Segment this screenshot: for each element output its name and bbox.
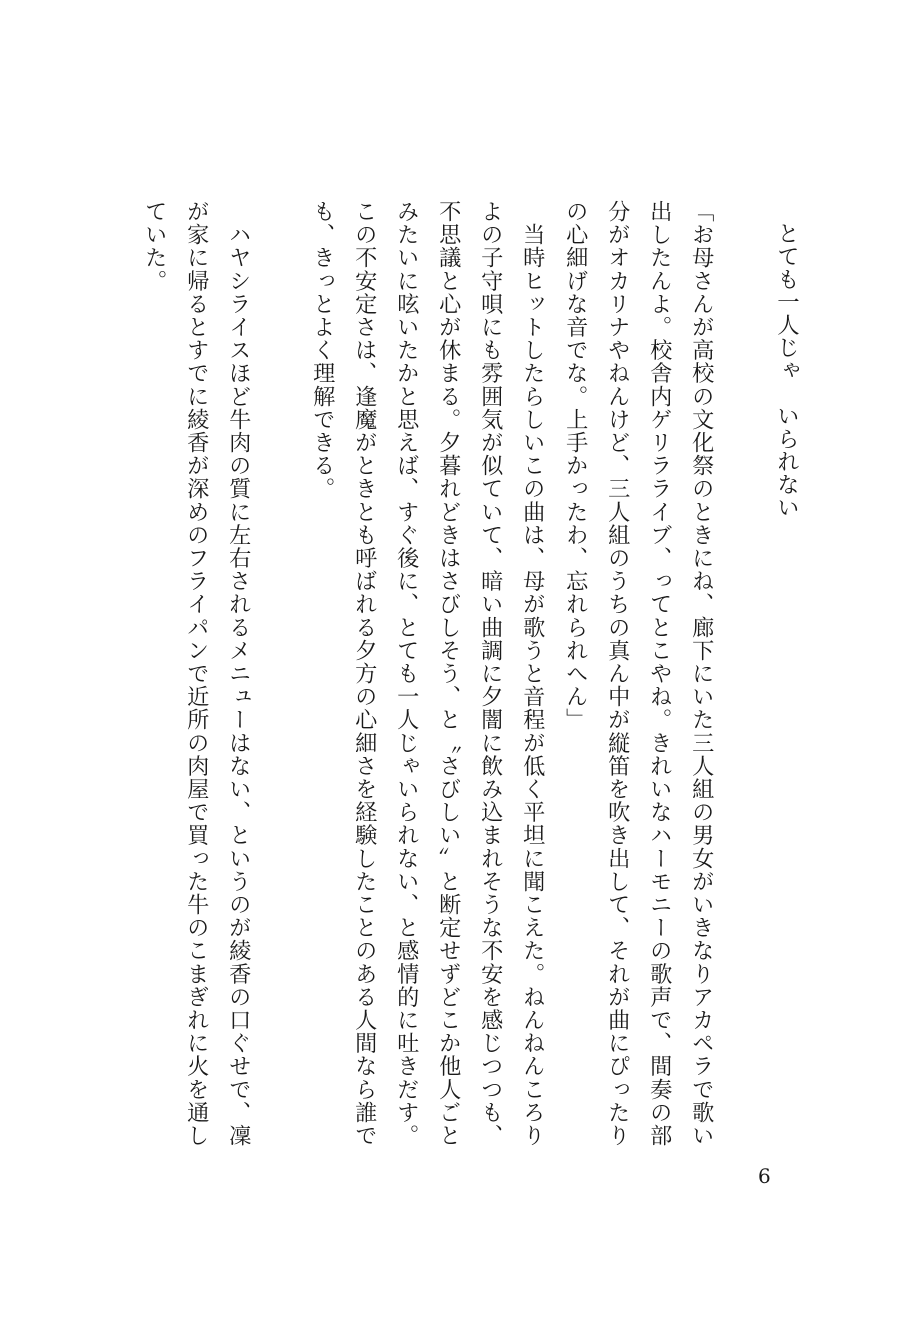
- text-column: ていた。: [141, 200, 168, 293]
- text-column: 当時ヒットしたらしいこの曲は、母が歌うと音程が低く平坦に聞こえた。ねんねんころり: [519, 200, 546, 1148]
- text-column: 不思議と心が休まる。夕暮れどきはさびしそう、と〝さびしい〟と断定せずどこか他人ごと: [435, 200, 462, 1148]
- text-column: も、きっとよく理解できる。: [309, 200, 336, 501]
- chapter-title: とても一人じゃ いられない: [773, 222, 800, 519]
- page-number: 6: [758, 1164, 771, 1188]
- text-column: この不安定さは、逢魔がときとも呼ばれる夕方の心細さを経験したことのある人間なら誰で: [351, 200, 378, 1148]
- text-column: が家に帰るとすでに綾香が深めのフライパンで近所の肉屋で買った牛のこまぎれに火を通し: [183, 200, 210, 1148]
- text-column: よの子守唄にも雰囲気が似ていて、暗い曲調に夕闇に飲み込まれそうな不安を感じつつも、: [477, 200, 504, 1148]
- text-column: ハヤシライスほど牛肉の質に左右されるメニューはない、というのが綾香の口ぐせで、凜: [225, 200, 252, 1148]
- text-column: 「お母さんが高校の文化祭のときにね、廊下にいた三人組の男女がいきなりアカペラで歌い: [688, 200, 715, 1148]
- text-column: の心細げな音でな。上手かったわ、忘れられへん」: [562, 200, 589, 732]
- text-column: 分がオカリナやねんけど、三人組のうちの真ん中が縦笛を吹き出して、それが曲にぴったり: [604, 200, 631, 1148]
- text-column: 出したんよ。校舎内ゲリラライブ、ってとこやね。きれいなハーモニーの歌声で、間奏の部: [646, 200, 673, 1148]
- text-column: みたいに呟いたかと思えば、すぐ後に、とても一人じゃいられない、と感情的に吐きだす。: [393, 200, 420, 1148]
